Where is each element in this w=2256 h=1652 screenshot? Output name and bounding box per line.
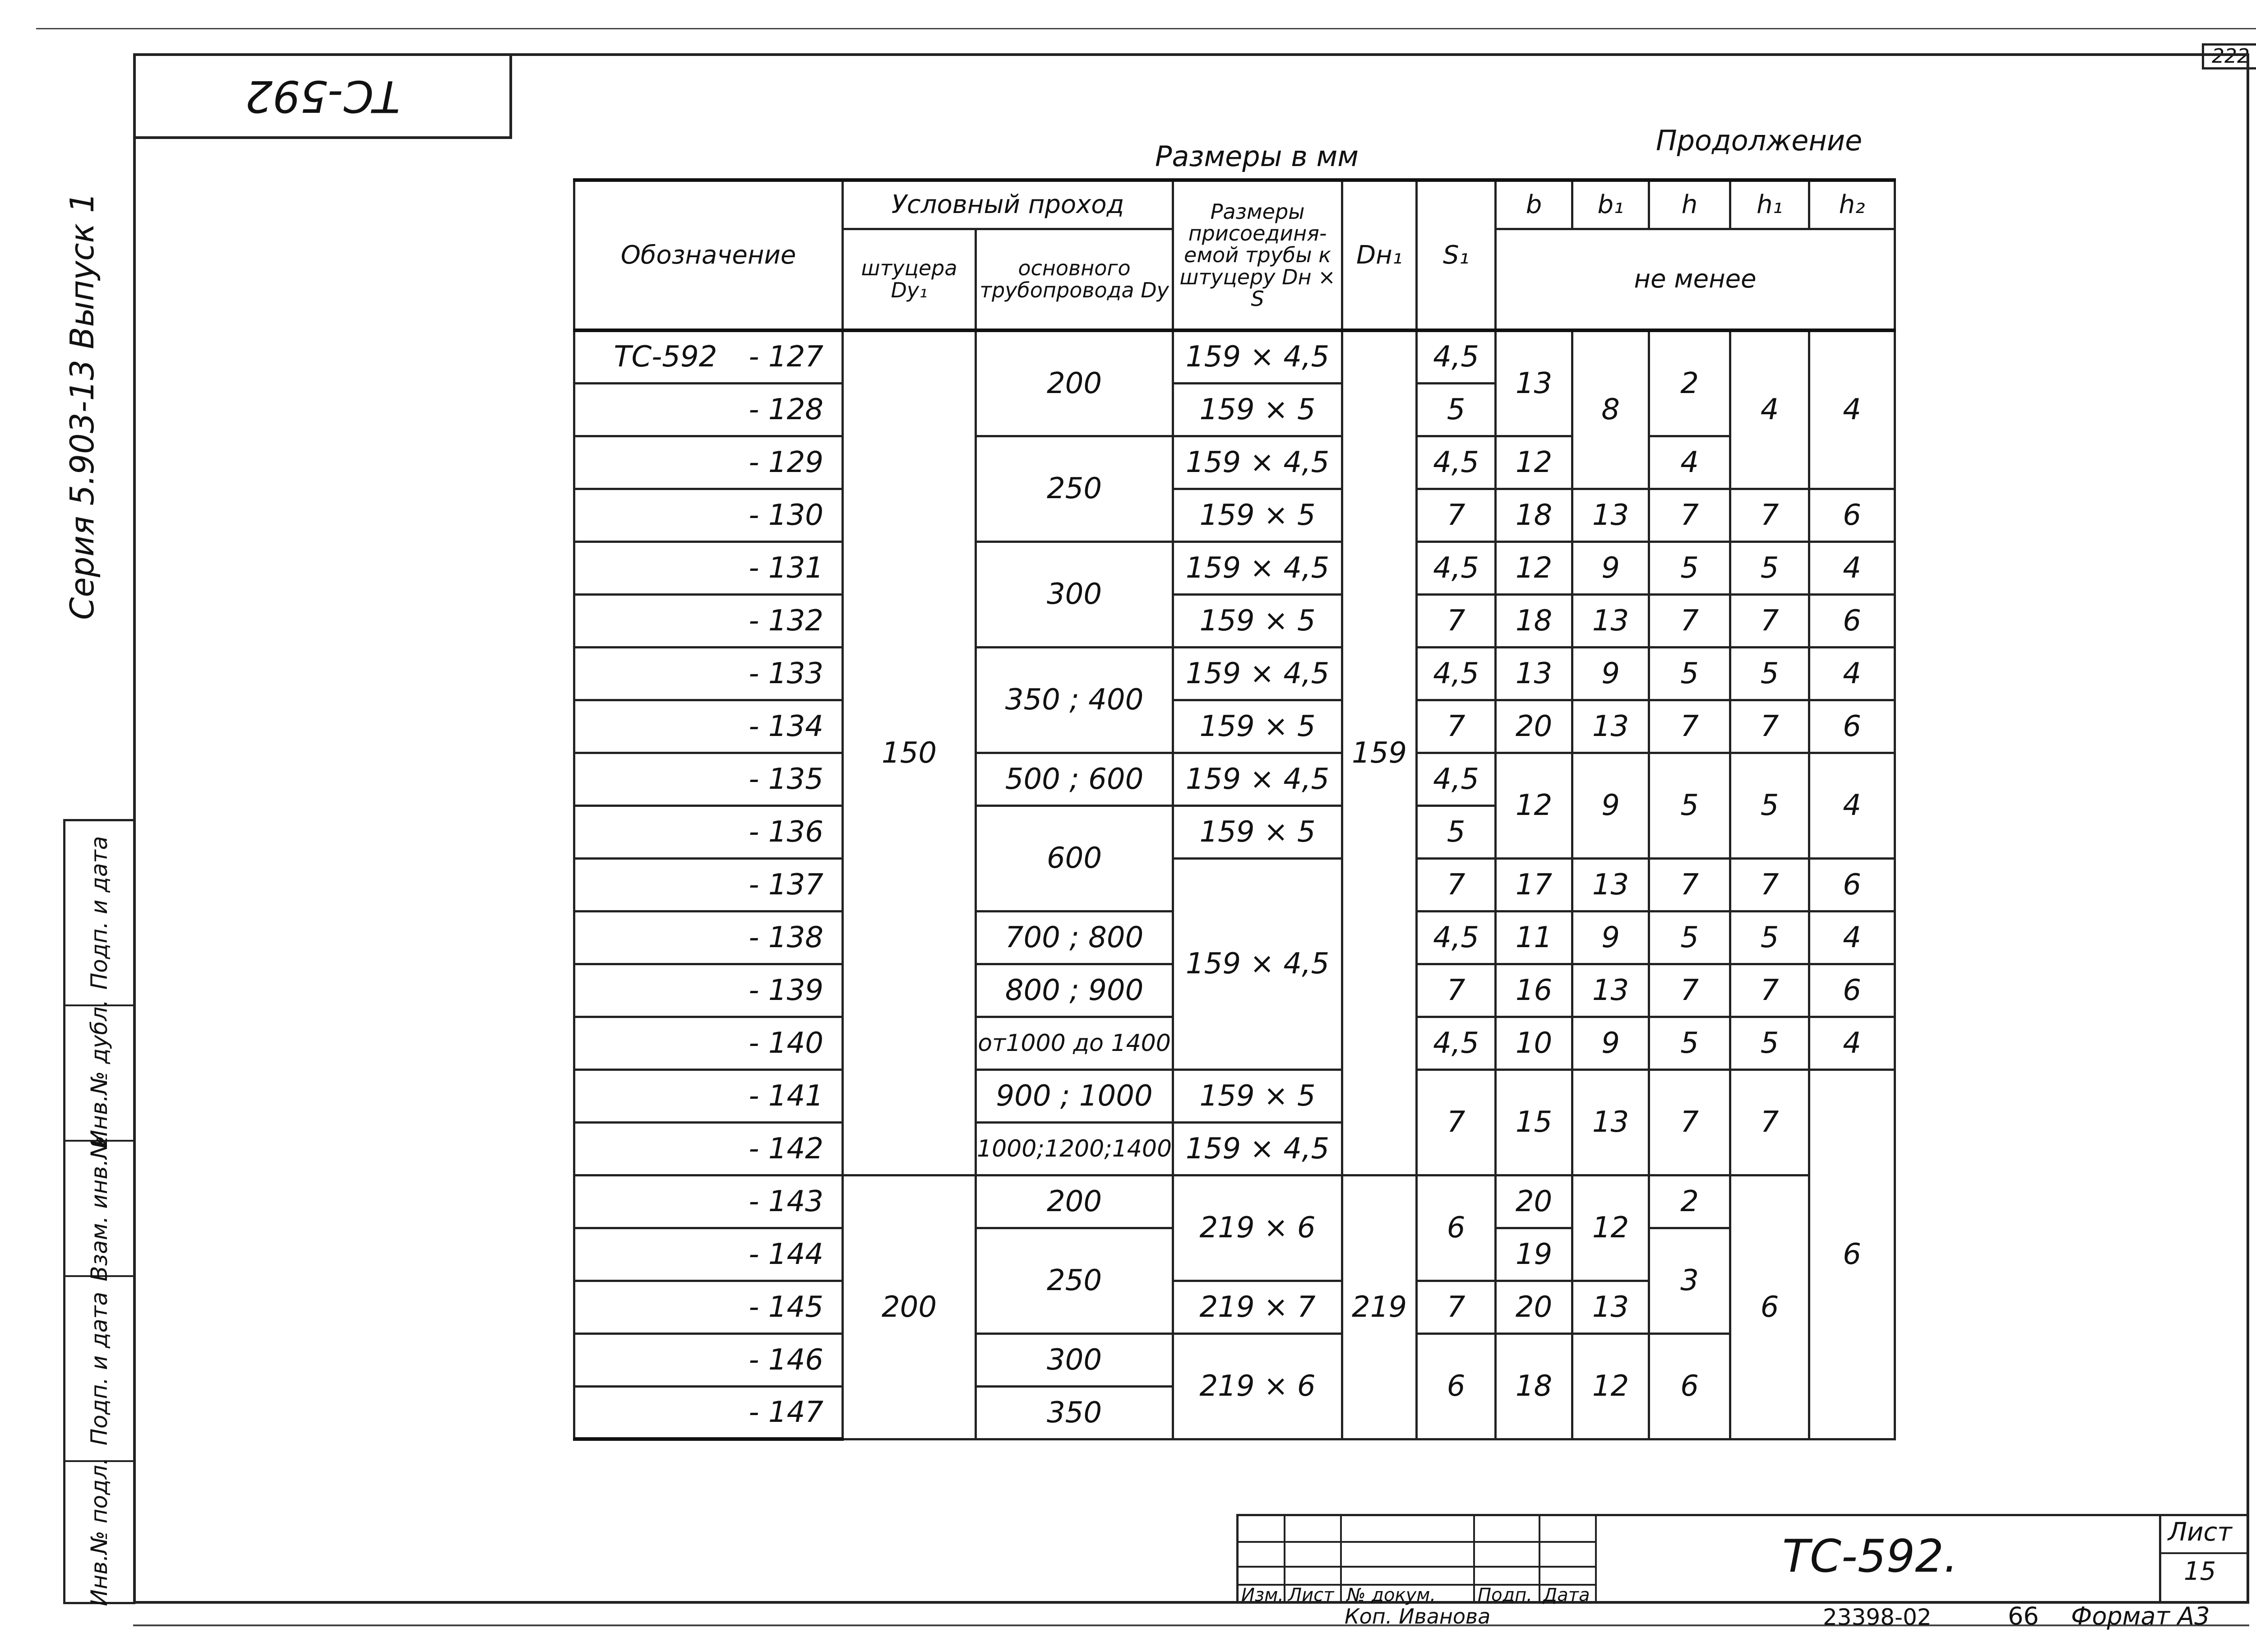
strip-label: Подп. и дата	[86, 1291, 112, 1446]
h-cell: 7	[1649, 489, 1730, 541]
h-cell: 5	[1649, 753, 1730, 858]
b-cell: 13	[1496, 647, 1572, 700]
designation-cell: - 138	[574, 911, 843, 964]
strip-cell	[65, 999, 133, 1147]
tb-label-sheet: Лист	[1288, 1585, 1334, 1606]
header-not-less: не менее	[1496, 229, 1895, 330]
tb-divider	[1340, 1516, 1342, 1604]
designation-cell: - 130	[574, 489, 843, 541]
designation-cell: - 140	[574, 1017, 843, 1069]
b1-cell: 13	[1572, 1281, 1649, 1333]
tb-row-line	[1239, 1566, 1595, 1568]
tb-divider	[1284, 1516, 1285, 1604]
tb-label-date: Дата	[1543, 1585, 1590, 1606]
dy-cell: 800 ; 900	[976, 964, 1173, 1017]
header-connected-pipe: Размеры присоединя-емой трубы к штуцеру Dн × S	[1173, 180, 1342, 330]
continuation-label: Продолжение	[1656, 124, 1863, 157]
b-cell: 18	[1496, 594, 1572, 647]
tb-row-line	[1239, 1541, 1595, 1543]
b1-cell: 9	[1572, 753, 1649, 858]
s1-cell: 4,5	[1417, 436, 1496, 489]
b-cell: 10	[1496, 1017, 1572, 1069]
s1-cell: 4,5	[1417, 753, 1496, 805]
h2-cell: 6	[1809, 858, 1895, 911]
h2-cell: 6	[1809, 1069, 1895, 1439]
designation-cell: - 145	[574, 1281, 843, 1333]
pipe-cell: 159 × 4,5	[1173, 1122, 1342, 1175]
header-b1: b₁	[1572, 180, 1649, 229]
h-cell: 7	[1649, 964, 1730, 1017]
b1-cell: 9	[1572, 911, 1649, 964]
h1-cell: 6	[1730, 1175, 1809, 1439]
h-cell: 7	[1649, 594, 1730, 647]
sheet-value: 15	[2184, 1557, 2216, 1586]
h2-cell: 4	[1809, 647, 1895, 700]
b-cell: 20	[1496, 1281, 1572, 1333]
pipe-cell: 219 × 6	[1173, 1175, 1342, 1281]
pipe-cell: 219 × 7	[1173, 1281, 1342, 1333]
b1-cell: 9	[1572, 647, 1649, 700]
copyist-name: Коп. Иванова	[1345, 1604, 1491, 1629]
s1-cell: 4,5	[1417, 647, 1496, 700]
designation-cell: - 136	[574, 805, 843, 858]
h1-cell: 7	[1730, 858, 1809, 911]
s1-cell: 4,5	[1417, 541, 1496, 594]
tb-divider	[1595, 1516, 1597, 1604]
header-s1: S₁	[1417, 180, 1496, 330]
strip-cell	[65, 821, 133, 1006]
dy-cell: 900 ; 1000	[976, 1069, 1173, 1122]
tb-label-doc-number: № докум.	[1347, 1585, 1436, 1606]
h2-cell: 6	[1809, 594, 1895, 647]
h2-cell: 6	[1809, 964, 1895, 1017]
h-cell: 7	[1649, 1069, 1730, 1175]
designation-cell: - 131	[574, 541, 843, 594]
dy-cell: 500 ; 600	[976, 753, 1173, 805]
header-b: b	[1496, 180, 1572, 229]
dy-cell: 350	[976, 1386, 1173, 1439]
b1-cell: 13	[1572, 858, 1649, 911]
designation-cell: - 139	[574, 964, 843, 1017]
designation-cell: - 147	[574, 1386, 843, 1439]
h2-cell: 6	[1809, 700, 1895, 753]
pipe-cell: 159 × 4,5	[1173, 647, 1342, 700]
b-cell: 16	[1496, 964, 1572, 1017]
pipe-cell: 159 × 5	[1173, 1069, 1342, 1122]
pipe-cell: 159 × 4,5	[1173, 753, 1342, 805]
bottom-border-line	[133, 1624, 2249, 1626]
h1-cell: 5	[1730, 1017, 1809, 1069]
series-text: Серия 5.903-13 Выпуск 1	[63, 192, 101, 620]
s1-cell: 7	[1417, 1069, 1496, 1175]
b-cell: 20	[1496, 700, 1572, 753]
pipe-cell: 219 × 6	[1173, 1333, 1342, 1439]
designation-prefix: ТС-592	[614, 340, 717, 374]
dy-cell: 350 ; 400	[976, 647, 1173, 753]
pipe-cell: 159 × 5	[1173, 489, 1342, 541]
b1-cell: 13	[1572, 594, 1649, 647]
dy-cell: от1000 до 1400	[976, 1017, 1173, 1069]
strip-cell	[65, 1135, 133, 1282]
h1-cell: 5	[1730, 541, 1809, 594]
header-nominal-passage: Условный проход	[843, 180, 1173, 229]
strip-cell	[65, 1277, 133, 1462]
b-cell: 11	[1496, 911, 1572, 964]
designation-cell: - 128	[574, 383, 843, 436]
h-cell: 7	[1649, 700, 1730, 753]
b1-cell: 13	[1572, 489, 1649, 541]
h1-cell: 4	[1730, 330, 1809, 489]
dy-cell: 300	[976, 1333, 1173, 1386]
tb-divider	[1473, 1516, 1475, 1604]
h2-cell: 4	[1809, 753, 1895, 858]
dn1-cell: 219	[1342, 1175, 1417, 1439]
units-caption: Размеры в мм	[1155, 140, 1359, 173]
h1-cell: 7	[1730, 489, 1809, 541]
pipe-cell: 159 × 5	[1173, 383, 1342, 436]
b1-cell: 9	[1572, 1017, 1649, 1069]
header-dn1: Dн₁	[1342, 180, 1417, 330]
strip-cell	[65, 1458, 133, 1606]
pipe-cell: 159 × 4,5	[1173, 541, 1342, 594]
pipe-cell: 159 × 4,5	[1173, 858, 1342, 1069]
stamp-code: ТС-592	[245, 71, 400, 121]
top-border-line	[36, 28, 2256, 29]
strip-label: Инв.№ подл.	[86, 1458, 112, 1606]
h2-cell: 4	[1809, 541, 1895, 594]
h1-cell: 5	[1730, 911, 1809, 964]
b1-cell: 8	[1572, 330, 1649, 489]
pipe-cell: 159 × 4,5	[1173, 330, 1342, 383]
pipe-cell: 159 × 4,5	[1173, 436, 1342, 489]
designation-cell: - 141	[574, 1069, 843, 1122]
dy1-cell: 200	[843, 1175, 976, 1439]
sheet-label: Лист	[2168, 1518, 2232, 1547]
b-cell: 13	[1496, 330, 1572, 436]
page-number: 66	[2008, 1602, 2039, 1630]
h1-cell: 7	[1730, 964, 1809, 1017]
dy-cell: 250	[976, 1228, 1173, 1333]
s1-cell: 4,5	[1417, 330, 1496, 383]
dy-cell: 1000;1200;1400	[976, 1122, 1173, 1175]
h1-cell: 7	[1730, 594, 1809, 647]
b1-cell: 13	[1572, 964, 1649, 1017]
dy-cell: 200	[976, 1175, 1173, 1228]
dy-cell: 250	[976, 436, 1173, 541]
s1-cell: 4,5	[1417, 1017, 1496, 1069]
title-block	[1236, 1514, 2249, 1604]
h1-cell: 5	[1730, 753, 1809, 858]
pipe-cell: 159 × 5	[1173, 805, 1342, 858]
designation-cell: - 142	[574, 1122, 843, 1175]
document-code: ТС-592.	[1782, 1530, 1958, 1583]
sheet-corner-number: 222	[2202, 43, 2256, 69]
h-cell: 5	[1649, 541, 1730, 594]
dy-cell: 200	[976, 330, 1173, 436]
designation-cell: - 132	[574, 594, 843, 647]
dy-cell: 600	[976, 805, 1173, 911]
strip-label: Подп. и дата	[86, 836, 112, 990]
designation-cell: - 135	[574, 753, 843, 805]
header-designation: Обозначение	[574, 180, 843, 330]
dy-cell: 700 ; 800	[976, 911, 1173, 964]
h1-cell: 7	[1730, 1069, 1809, 1175]
designation-cell: - 133	[574, 647, 843, 700]
b-cell: 20	[1496, 1175, 1572, 1228]
s1-cell: 7	[1417, 1281, 1496, 1333]
s1-cell: 6	[1417, 1333, 1496, 1439]
h-cell: 3	[1649, 1228, 1730, 1333]
designation-cell: - 137	[574, 858, 843, 911]
designation-cell: - 146	[574, 1333, 843, 1386]
h2-cell: 4	[1809, 1017, 1895, 1069]
h-cell: 7	[1649, 858, 1730, 911]
b-cell: 17	[1496, 858, 1572, 911]
b1-cell: 12	[1572, 1333, 1649, 1439]
header-h1: h₁	[1730, 180, 1809, 229]
s1-cell: 7	[1417, 700, 1496, 753]
b-cell: 12	[1496, 753, 1572, 858]
s1-cell: 5	[1417, 805, 1496, 858]
header-main-pipe: основного трубопровода Dy	[976, 229, 1173, 330]
strip-label: Взам. инв.№	[86, 1135, 112, 1282]
designation-cell: - 129	[574, 436, 843, 489]
h2-cell: 4	[1809, 330, 1895, 489]
stamp-box	[133, 53, 512, 139]
designation-cell	[574, 330, 843, 383]
h-cell: 5	[1649, 1017, 1730, 1069]
tb-label-signature: Подп.	[1478, 1585, 1533, 1606]
h-cell: 5	[1649, 911, 1730, 964]
h2-cell: 4	[1809, 911, 1895, 964]
s1-cell: 5	[1417, 383, 1496, 436]
sheet-box-divider	[2159, 1552, 2249, 1554]
s1-cell: 7	[1417, 594, 1496, 647]
dimensions-table	[573, 178, 1896, 1441]
h-cell: 2	[1649, 330, 1730, 436]
dn1-cell: 159	[1342, 330, 1417, 1175]
inventory-number: 23398-02	[1823, 1604, 1932, 1630]
left-approval-strip	[63, 819, 135, 1604]
dy-cell: 300	[976, 541, 1173, 647]
b-cell: 18	[1496, 1333, 1572, 1439]
designation-cell: - 143	[574, 1175, 843, 1228]
b-cell: 18	[1496, 489, 1572, 541]
h2-cell: 6	[1809, 489, 1895, 541]
pipe-cell: 159 × 5	[1173, 700, 1342, 753]
format-label: Формат А3	[2071, 1602, 2210, 1630]
h-cell: 5	[1649, 647, 1730, 700]
header-h2: h₂	[1809, 180, 1895, 229]
dy1-cell: 150	[843, 330, 976, 1175]
b-cell: 19	[1496, 1228, 1572, 1281]
b1-cell: 9	[1572, 541, 1649, 594]
designation-cell: - 134	[574, 700, 843, 753]
strip-label: Инв.№ дубл.	[86, 999, 112, 1147]
s1-cell: 7	[1417, 964, 1496, 1017]
s1-cell: 7	[1417, 858, 1496, 911]
h1-cell: 5	[1730, 647, 1809, 700]
b-cell: 12	[1496, 436, 1572, 489]
designation-suffix: - 127	[749, 340, 823, 374]
designation-cell: - 144	[574, 1228, 843, 1281]
s1-cell: 7	[1417, 489, 1496, 541]
h-cell: 6	[1649, 1333, 1730, 1439]
header-fitting: штуцера Dy₁	[843, 229, 976, 330]
b1-cell: 13	[1572, 1069, 1649, 1175]
h1-cell: 7	[1730, 700, 1809, 753]
h-cell: 4	[1649, 436, 1730, 489]
tb-label-change: Изм.	[1241, 1585, 1284, 1606]
header-h: h	[1649, 180, 1730, 229]
b1-cell: 13	[1572, 700, 1649, 753]
b1-cell: 12	[1572, 1175, 1649, 1281]
b-cell: 15	[1496, 1069, 1572, 1175]
s1-cell: 4,5	[1417, 911, 1496, 964]
tb-divider	[1539, 1516, 1540, 1604]
h-cell: 2	[1649, 1175, 1730, 1228]
s1-cell: 6	[1417, 1175, 1496, 1281]
pipe-cell: 159 × 5	[1173, 594, 1342, 647]
b-cell: 12	[1496, 541, 1572, 594]
